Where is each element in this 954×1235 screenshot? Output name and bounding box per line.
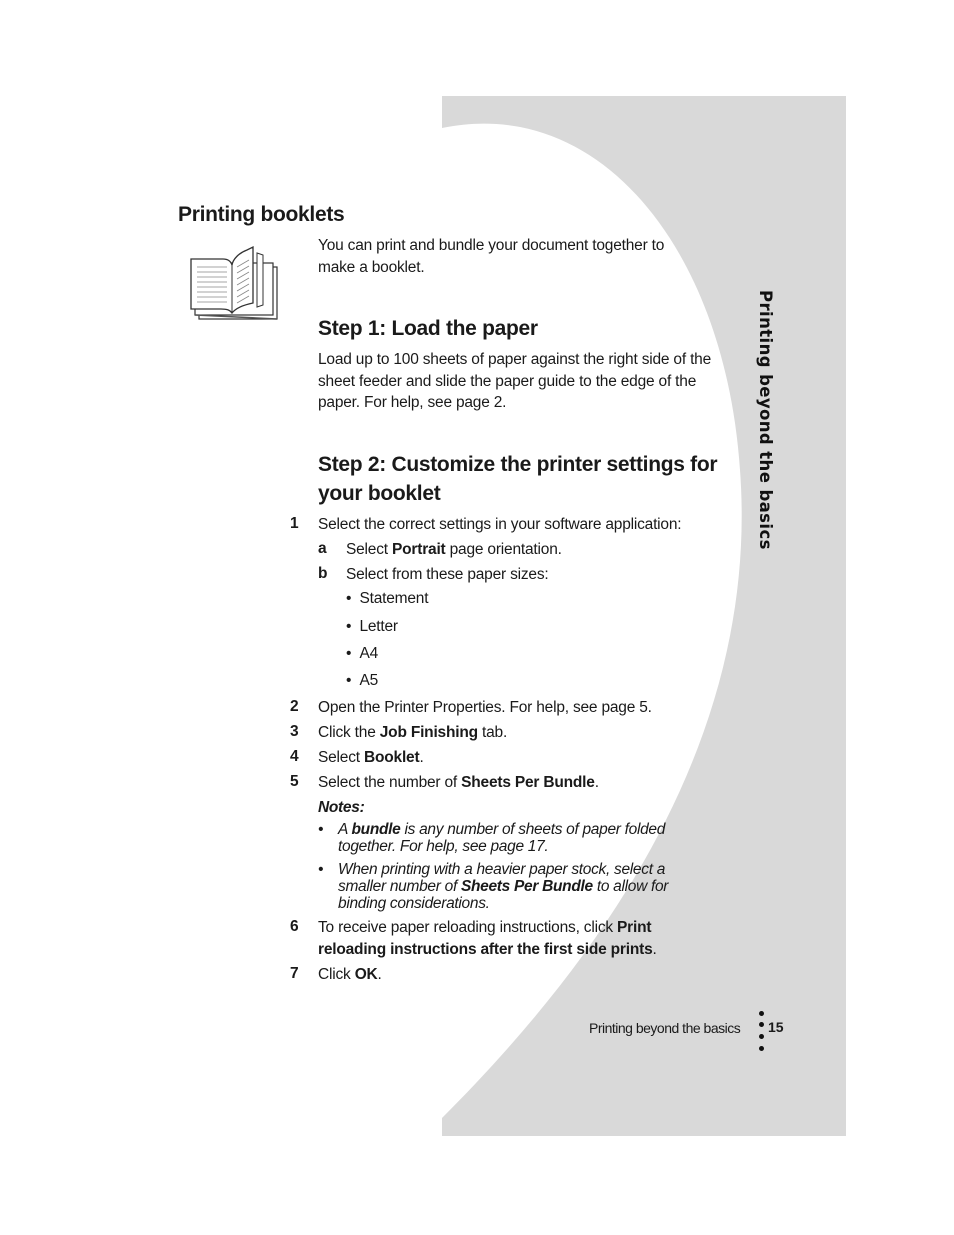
step-number: 5: [290, 773, 299, 790]
step-text: Select Booklet.: [318, 749, 424, 766]
section-title: Printing booklets: [178, 203, 345, 226]
step2-title-line2: your booklet: [318, 482, 441, 505]
note-bullet: •: [318, 821, 324, 838]
note-text: A bundle is any number of sheets of paper folded together. For help, see page 17.: [338, 821, 666, 855]
list-item: • A5: [346, 672, 379, 689]
note-bullet: •: [318, 861, 324, 878]
footer-dot: [759, 1011, 764, 1016]
footer-dot: [759, 1034, 764, 1039]
footer-dot: [759, 1046, 764, 1051]
step-number: 3: [290, 723, 299, 740]
step1-title: Step 1: Load the paper: [318, 317, 538, 340]
step-number: 6: [290, 918, 299, 935]
step2-title: [318, 450, 718, 508]
footer-dot: [759, 1022, 764, 1027]
step-text: Click OK.: [318, 966, 382, 983]
step-text: Select the correct settings in your software application:: [318, 516, 682, 533]
side-tab-label: Printing beyond the basics: [756, 290, 775, 550]
list-item: • Statement: [346, 590, 429, 607]
notes-label: Notes:: [318, 799, 365, 816]
substep-letter: b: [318, 565, 328, 582]
page-number: 15: [768, 1019, 784, 1035]
substep-letter: a: [318, 540, 327, 557]
list-item: • Letter: [346, 618, 398, 635]
step-number: 7: [290, 965, 299, 982]
intro-text: You can print and bundle your document together to make a booklet.: [318, 237, 665, 276]
step-text: To receive paper reloading instructions, click Print reloading instructions after the first side prints.: [318, 919, 657, 958]
substep-text: Select Portrait page orientation.: [346, 541, 562, 558]
step-text: Open the Printer Properties. For help, see page 5.: [318, 699, 652, 716]
open-book-icon: [187, 245, 279, 323]
step1-body: Load up to 100 sheets of paper against the right side of the sheet feeder and slide the paper guide to the edge of the paper. For help, see page 2.: [318, 351, 712, 411]
step-number: 1: [290, 515, 299, 532]
note-text: When printing with a heavier paper stock, select a smaller number of Sheets Per Bundle to allow for binding considerations.: [338, 861, 669, 912]
step-number: 4: [290, 748, 299, 765]
step-text: Click the Job Finishing tab.: [318, 724, 508, 741]
footer-section-title: Printing beyond the basics: [589, 1020, 741, 1036]
step2-title-line1: Step 2: Customize the printer settings for: [318, 453, 718, 476]
list-item: • A4: [346, 645, 379, 662]
step-number: 2: [290, 698, 299, 715]
substep-text: Select from these paper sizes:: [346, 566, 549, 583]
step-text: Select the number of Sheets Per Bundle.: [318, 774, 599, 791]
